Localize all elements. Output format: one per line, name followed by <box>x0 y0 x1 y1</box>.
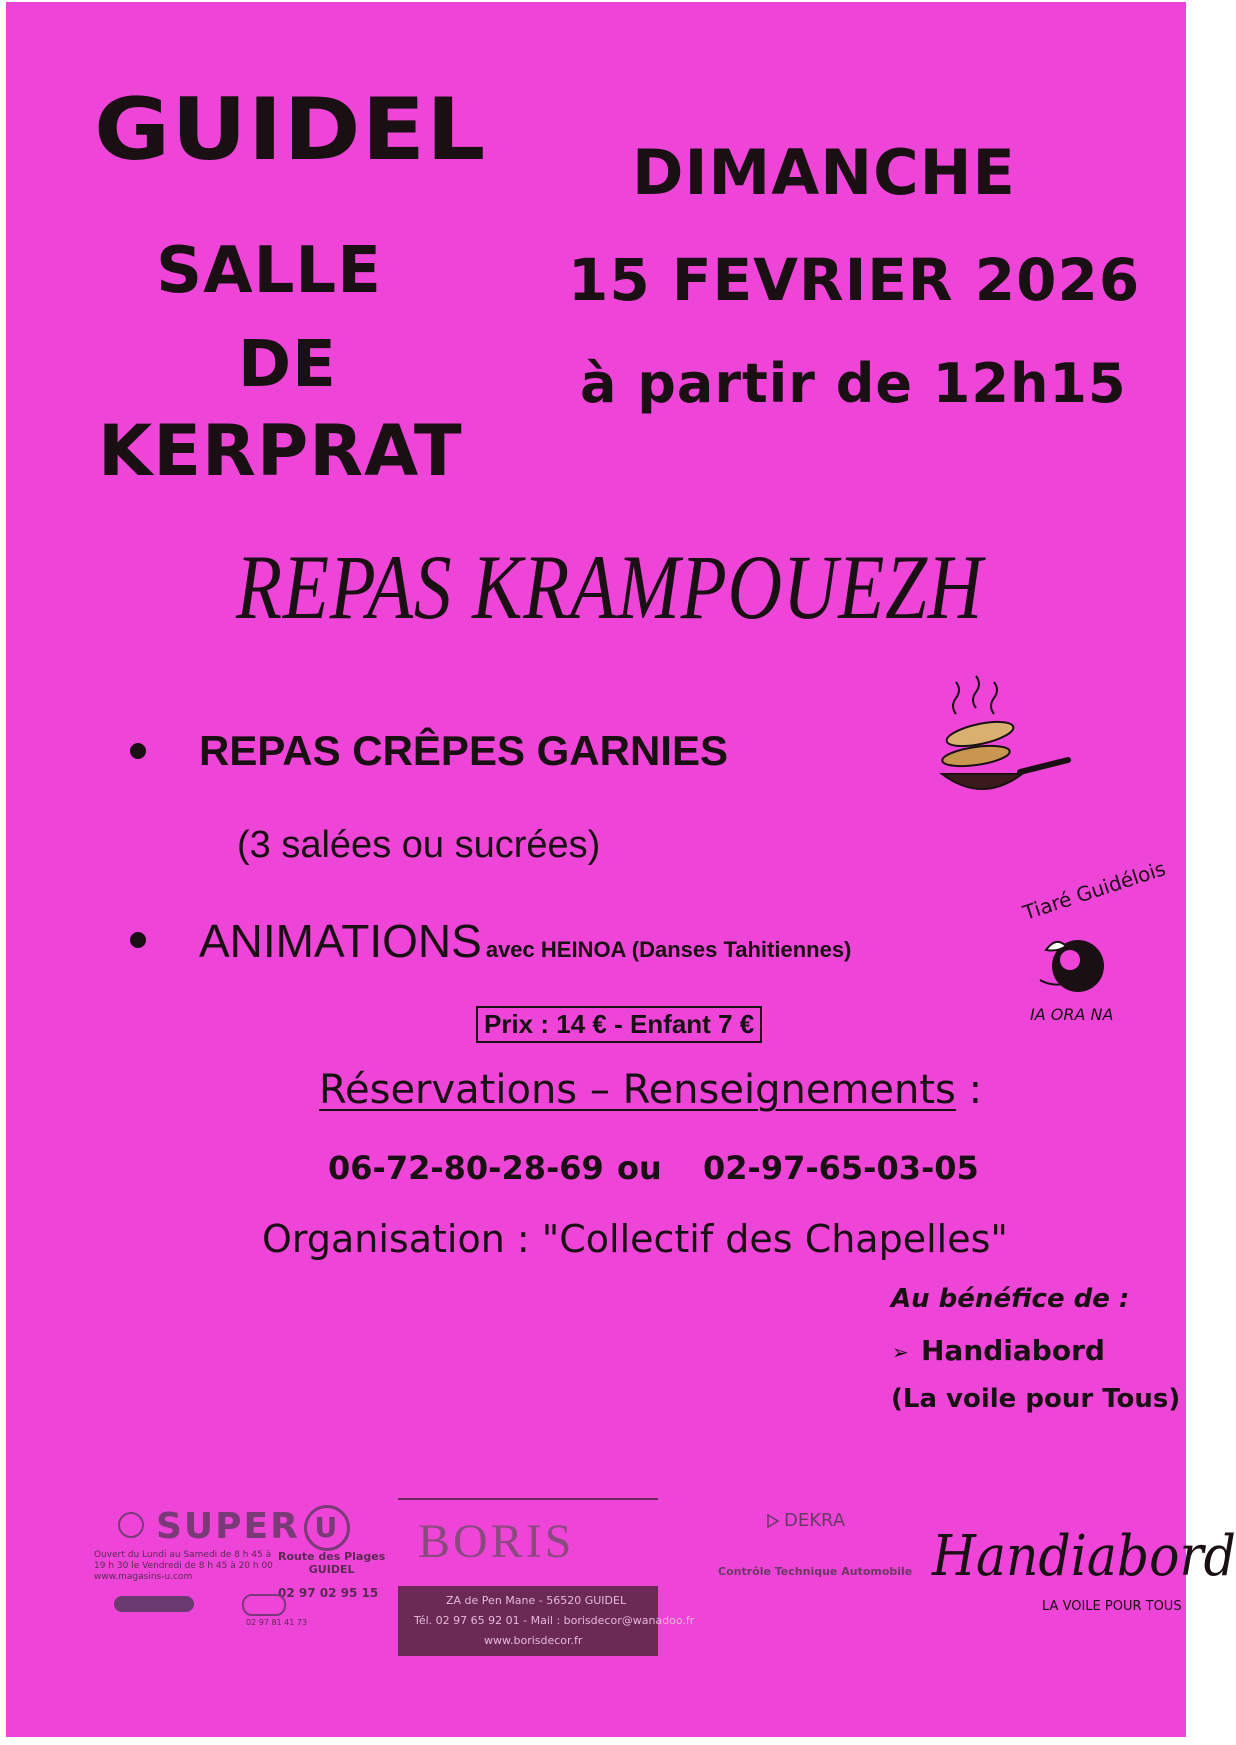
flyer <box>6 2 1236 1737</box>
item-crepes-detail: (3 salées ou sucrées) <box>237 824 601 866</box>
event-title: REPAS KRAMPOUEZH <box>236 536 984 638</box>
item-animations-detail: avec HEINOA (Danses Tahitiennes) <box>485 937 852 962</box>
crepe-pan-icon <box>936 672 1076 812</box>
handiabord-logo: Handiabord <box>932 1524 1236 1589</box>
item-animations-label: ANIMATIONS <box>199 915 482 967</box>
superu-logo <box>156 1505 350 1551</box>
phone-number-1: 06-72-80-28-69 <box>328 1149 604 1187</box>
city-name: GUIDEL <box>94 80 487 180</box>
arrow-bullet-icon: ➢ <box>892 1340 909 1364</box>
organisation: Organisation : "Collectif des Chapelles" <box>262 1217 1008 1261</box>
reservations-label: Réservations – Renseignements <box>319 1067 956 1113</box>
superu-name: SUPER <box>156 1506 300 1547</box>
tiare-logo-title: Tiaré Guidélois <box>1020 856 1169 925</box>
superu-hours: Ouvert du Lundi au Samedi de 8 h 45 à 19 h 30 le Vendredi de 8 h 45 à 20 h 00 www.magasins-u.com <box>94 1550 273 1582</box>
item-animations <box>199 914 851 968</box>
beneficiary-description: (La voile pour Tous) <box>891 1384 1181 1414</box>
event-day: DIMANCHE <box>632 136 1016 209</box>
superu-address <box>278 1550 385 1576</box>
venue-line-2: DE <box>238 328 337 402</box>
bullet-icon <box>130 743 146 759</box>
superu-phone: 02 97 02 95 15 <box>278 1586 379 1600</box>
superu-u: U <box>304 1505 350 1551</box>
boris-divider <box>398 1498 658 1500</box>
reservations-colon: : <box>955 1067 983 1113</box>
dekra-logo: DEKRA <box>784 1510 846 1531</box>
phone-separator: ou <box>617 1149 662 1187</box>
price-label: Prix : 14 € - Enfant 7 € <box>476 1006 762 1043</box>
boris-website: www.borisdecor.fr <box>484 1634 583 1647</box>
item-crepes: REPAS CRÊPES GARNIES <box>199 727 728 774</box>
tiare-dancer-logo <box>1016 920 1126 1010</box>
superu-badge-icon <box>118 1512 144 1538</box>
superu-secondary-logo-icon <box>242 1594 286 1616</box>
beneficiary-name: Handiabord <box>921 1334 1105 1367</box>
boris-contact: Tél. 02 97 65 92 01 - Mail : borisdecor@wanadoo.fr <box>414 1614 695 1627</box>
boris-logo: BORIS <box>418 1515 575 1568</box>
boris-address: ZA de Pen Mane - 56520 GUIDEL <box>446 1594 627 1607</box>
reservations-heading <box>319 1067 982 1113</box>
dekra-subtitle: Contrôle Technique Automobile <box>718 1565 913 1578</box>
beneficiary-label: Au bénéfice de : <box>891 1284 1130 1314</box>
superu-drive-icon <box>114 1596 194 1612</box>
bullet-icon <box>130 932 146 948</box>
superu-phone-2: 02 97 81 41 73 <box>246 1618 308 1627</box>
dekra-arrow-icon <box>766 1514 780 1528</box>
handiabord-tagline: LA VOILE POUR TOUS <box>1042 1599 1182 1614</box>
venue-line-3: KERPRAT <box>98 410 463 492</box>
venue-line-1: SALLE <box>156 234 382 308</box>
tiare-logo-subtitle: IA ORA NA <box>1030 1005 1114 1024</box>
phone-number-2: 02-97-65-03-05 <box>703 1149 979 1187</box>
superu-route: Route des Plages <box>278 1550 386 1563</box>
event-time: à partir de 12h15 <box>580 352 1127 415</box>
event-date: 15 FEVRIER 2026 <box>568 246 1141 314</box>
superu-city: GUIDEL <box>308 1563 355 1576</box>
